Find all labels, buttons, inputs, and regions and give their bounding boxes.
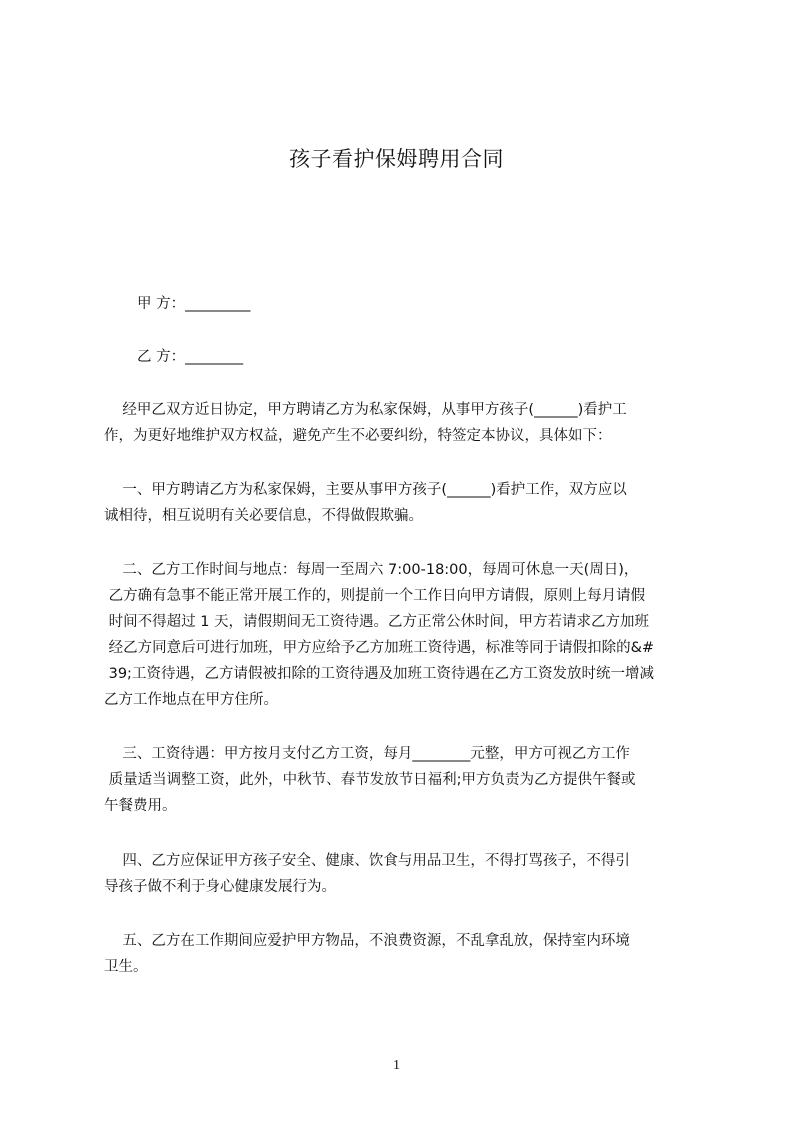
- text-line: 经甲乙双方近日协定，甲方聘请乙方为私家保姆，从事甲方孩子(______)看护工: [104, 402, 627, 418]
- text-line: 一、甲方聘请乙方为私家保姆，主要从事甲方孩子(______)看护工作，双方应以: [104, 482, 627, 498]
- text-line: 二、乙方工作时间与地点：每周一至周六 7:00-18:00，每周可休息一天(周日)，: [104, 562, 639, 578]
- clause-5-paragraph: [104, 928, 701, 980]
- text-line: 五、乙方在工作期间应爱护甲方物品，不浪费资源，不乱拿乱放，保持室内环境: [104, 933, 630, 949]
- clause-3-paragraph: [104, 741, 701, 819]
- text-line: 四、乙方应保证甲方孩子安全、健康、饮食与用品卫生，不得打骂孩子，不得引: [104, 853, 630, 869]
- party-b-line: 乙 方：________: [137, 349, 244, 365]
- text-line: 乙方工作地点在甲方住所。: [104, 692, 278, 708]
- text-line: 三、工资待遇：甲方按月支付乙方工资，每月________元整，甲方可视乙方工作: [104, 746, 630, 762]
- text-line: 卫生。: [104, 959, 148, 975]
- clause-2-paragraph: [104, 557, 701, 713]
- text-line: 作，为更好地维护双方权益，避免产生不必要纠纷，特签定本协议，具体如下：: [104, 428, 612, 444]
- clause-1-paragraph: [104, 477, 701, 529]
- text-line: 导孩子做不利于身心健康发展行为。: [104, 879, 336, 895]
- text-line: 经乙方同意后可进行加班，甲方应给予乙方加班工资待遇，标准等同于请假扣除的&#: [104, 640, 655, 656]
- text-line: 午餐费用。: [104, 798, 177, 814]
- party-a-line: 甲 方：_________: [137, 296, 251, 312]
- contract-title: 孩子看护保姆聘用合同: [289, 147, 504, 171]
- intro-paragraph: [104, 397, 701, 449]
- text-line: 时间不得超过 1 天，请假期间无工资待遇。乙方正常公休时间，甲方若请求乙方加班: [104, 614, 650, 630]
- clause-4-paragraph: [104, 848, 701, 900]
- text-line: 39;工资待遇，乙方请假被扣除的工资待遇及加班工资待遇在乙方工资发放时统一增减: [104, 666, 654, 682]
- text-line: 诚相待，相互说明有关必要信息，不得做假欺骗。: [104, 508, 423, 524]
- text-line: 乙方确有急事不能正常开展工作的，则提前一个工作日向甲方请假，原则上每月请假: [104, 588, 646, 604]
- page-number: 1: [393, 1058, 400, 1073]
- text-line: 质量适当调整工资，此外，中秋节、春节发放节日福利;甲方负责为乙方提供午餐或: [104, 772, 636, 788]
